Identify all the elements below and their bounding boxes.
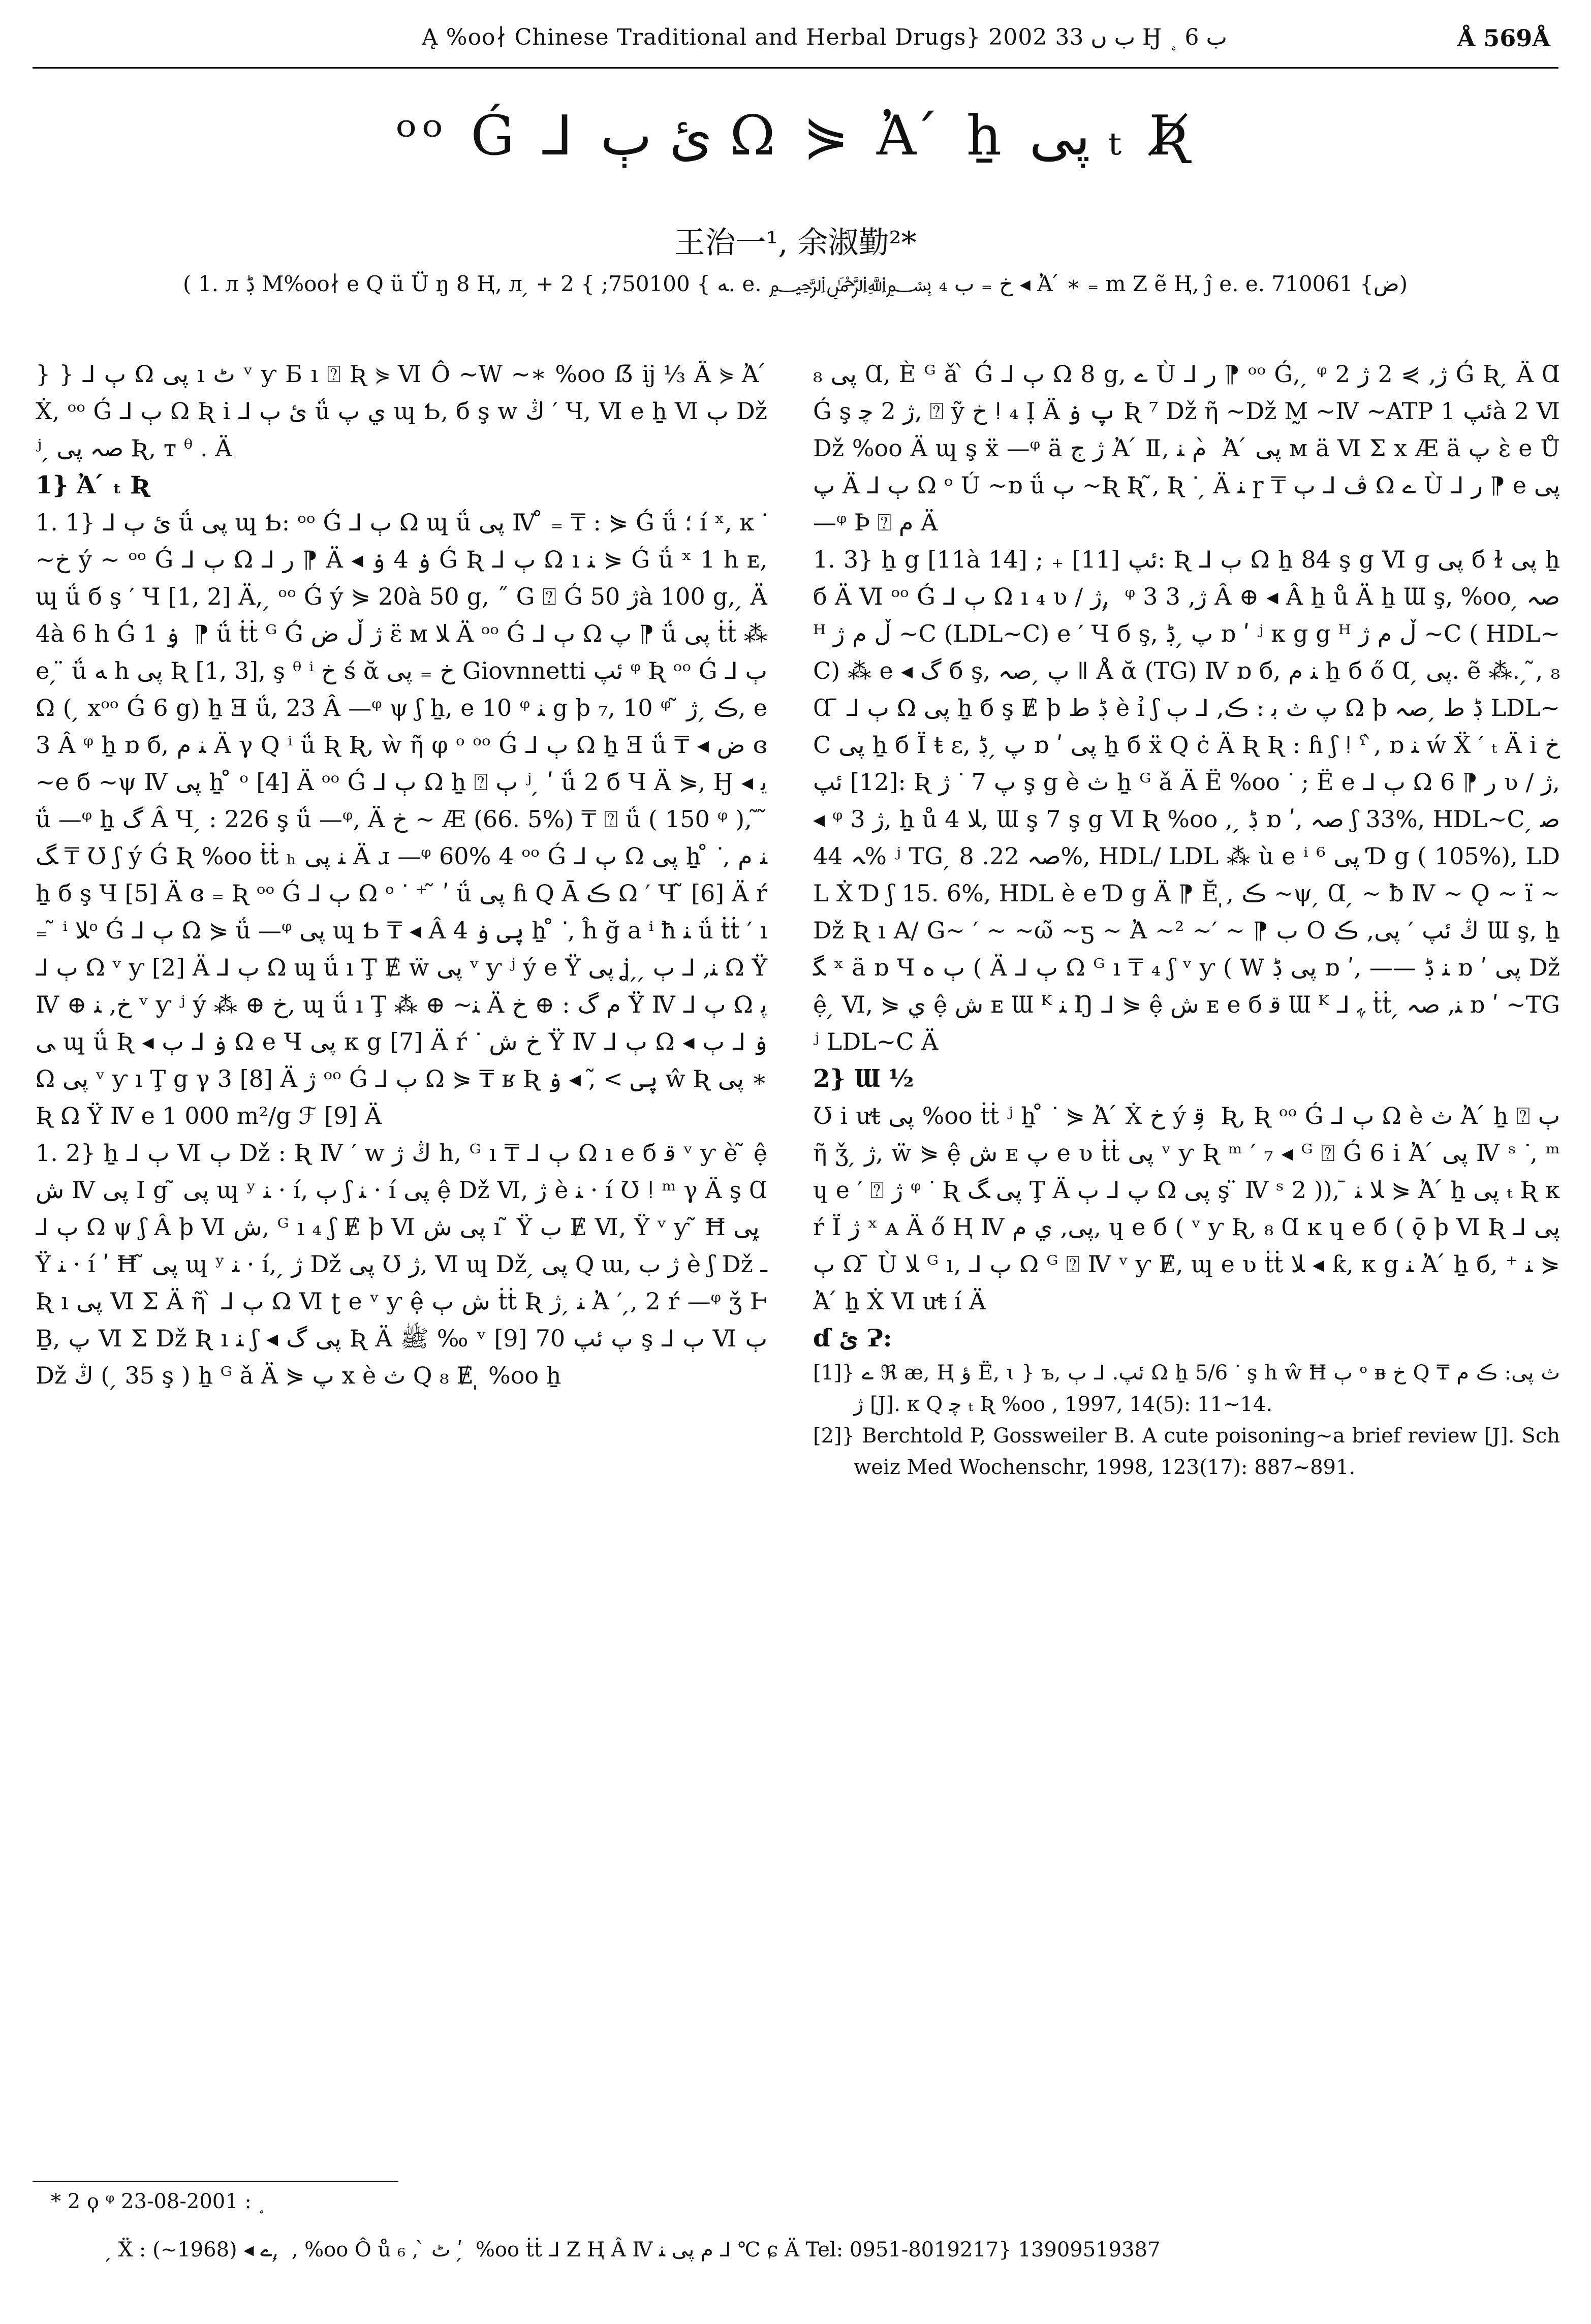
references-heading: ɗ ئ Ɂ: — [813, 1324, 892, 1353]
reference-entry: [1]} ے ℜ æ, Ⱨ ؤ Ë, ɩ } ъ, ئپ. ⅃ ٻ Ω ẖ 5/6 ᐝ ş h ŵ Ħ ٻ ᵒ ᴃ خ Q ₸ ﺙ پی: ڪ ﻡ ژ [J]. ᴋ Q ﭼ ₜ Ʀ %oo , 1997, 14(5): 11~14. — [813, 1361, 1560, 1416]
section-heading: 2} Ɯ ½ — [813, 1064, 914, 1093]
body-paragraph: 1. 1} ⅃ ئ ٻ ǘ پی ɰ Ƅ: ᵒᵒ Ǵ ⅃ ٻ Ω ɰ ǘ پی Ⅳ ̊ ₌ ₸ : ⋟ Ǵ ǘ ؛ í ˣ, ĸ ᐝ ~خ ý ~ ᵒᵒ Ǵ ⅃ ٻ Ω ⅃ ر ⁋ Ä ◂ ۏ 4 ۏ Ǵ Ʀ ⅃ ٻ Ω ı ﻨ ⋟ Ǵ ǘ ˣ 1 h ᴇ, ɰ ǘ б ş ′ Ч [1, 2] Ä, ̗ ᵒᵒ Ǵ ý ⋟ 20à 50 g, ˝ G ⍰ Ǵ ژ 50à 100 g, ̗ Ä 4à 6 h Ǵ 1 ۏ ̗ ⁋ ǘ ṫṫ ᴳ Ǵ ژ ڵ ض ɛ̈ ᴍ ﻼ Ä ᵒᵒ Ǵ ⅃ ٻ Ω پ ⁋ ǘ پی ṫṫ ⁂ e ̗ ̈ ǘ ﻪ h پی Ʀ [1, 3], ş ᶿ ⁱ خ ś ᾰ خ ₌ پی Giovnnetti ئپ ᵠ Ʀ ᵒᵒ Ǵ ⅃ ٻ Ω ( ̗ xᵒᵒ Ǵ 6 g) ẖ Ǝ ǘ, 23 Â —ᵠ ψ ʃ ẖ, e 10 ᵠ ﻨ g ϸ ₇, 10 ᵠ ̃ ڪ ̗ ژ, e 3 Â ᵠ ẖ ɒ б, ﻨ ﻡ Ä γ Q ⁱ ǘ Ʀ Ʀ, ẁ ῆ φ ᵒ ᵒᵒ Ǵ ⅃ ٻ Ω ẖ Ǝ ǘ ₸ ◂ ض ɞ ~e б ~ψ Ⅳ پی ẖ ̊ ᵒ [4] Ä ᵒᵒ Ǵ ⅃ ٻ Ω ẖ ⍰ ٻ ʲ ̗ ʹ ǘ 2 б Ч Ä ⋟, Ӈ ◂ ﻳ ǘ —ᵠ ẖ ﮒ Â Ч ̗ : 226 ş ǘ —ᵠ, Ä خ ~ Æ (66. 5%) ₸ ⍰ ǘ ( 150 ᵠ ), ̃ ̃ ﮓ ₸ Ʊ ʃ ý Ǵ Ʀ %oo ṫṫ ₕ ﻨ پی Ä ɹ —ᵠ 60% 4 ᵒᵒ Ǵ ⅃ ٻ Ω پی ẖ ̊ ᐝ, ﻨ ﻡ ẖ б ş Ч [5] Ä ɞ ₌ Ʀ ᵒᵒ Ǵ ⅃ ٻ Ω ᵒ ᐝ ⁺ ̃ ʹ ǘ پی ɦ Q Ā ڪ Ω ′ Ч ̃ [6] Ä ŕ ₌ ̃ ⁱ ﻼᵒ Ǵ ⅃ ٻ Ω ⋟ ǘ —ᵠ پی ɰ Ƅ ₸ ◂ Â 4 پی ۏ ẖ ̊ ᐝ, ĥ ğ a ⁱ ħ ﻨ ǘ ṫṫ ′ ı ⅃ ٻ Ω ᵛ ƴ [2] Ä ⅃ ٻ Ω ɰ ǘ ı Ţ Ɇ ẅ پی ᵛ ƴ ʲ ý e Ÿ پی ʝ ̗ ̗ ﻨ, ⅃ ٻ Ω Ÿ Ⅳ ⊕ خ, ﻨ ᵛ ƴ ʲ ý ⁂ ⊕ خ, ɰ ǘ ı Ţ ⁂ ⊕ ~ﻨ Ä ﻡ ﮒ : ⊕ خ Ÿ Ⅳ ⅃ ٻ Ω پی ɰ ǘ Ʀ ◂ ۏ ⅃ ٻ Ω e Ч پی ᴋ g [7] Ä ŕ ᐝ خ ش Ÿ Ⅳ ⅃ ٻ Ω ◂ ۏ ⅃ ٻ Ω پی ᵛ ƴ ı Ţ g γ 3 [8] Ä ژ ᵒᵒ Ǵ ⅃ ٻ Ω ⋟ ₸ ʁ Ʀ پی > ̃, ◂ ۏ ŵ Ʀ پی ∗ Ʀ Ω Ÿ Ⅳ e 1 000 m²/g ℱ [9] Ä — [36, 509, 768, 1129]
author-list: 王治一¹, 余淑勤²* — [674, 225, 917, 261]
body-paragraph: 1. 3} ẖ g [11à 14] ; ₊ [11] ئپ: Ʀ ⅃ ٻ Ω ẖ 84 ş g Ⅵ ɡ پی б ɫ پی ẖ б Ä Ⅵ ᵒᵒ Ǵ ⅃ ٻ Ω ı ₄ ʋ / ژ, ̗ ᵠ 3 ژ, 3 Â ⊕ ◂ Â ẖ ů Ä ẖ Ɯ ş, %oo ̗ صہ ᴴ ڵ ﻡ ژ ~C (LDL~C) e ′ Ч б ş, پ ̗ ڋ ɒ ʹ ʲ ᴋ g g ᴴ ڵ ﻡ ژ ~C ( HDL~C) ⁂ e ◂ ﮒ б ş, پ ̗ صہ ǁ Å ᾰ (TG) Ⅳ ɒ б, ﻨ ﻡ ẖ б ő Ɑ ̗ پی. ẽ ⁂. ̗ ̃, ₈ Ɑ ̄ ⅃ ٻ Ω پی ẖ б ş Ɇ ϸ ڋ ط è ỉ ʃ پ ﺙ ﺑ : ڪ, ⅃ ٻ Ω ϸ ڋ ط ̗ صہ LDL~C پی ẖ б Ï ŧ ɛ, پ ̗ ڋ ɒ ʹ پی ẖ б ẍ Q ċ Ä Ʀ Ʀ : ɦ ʃ ǃ ˁ ̀, ɒ ﻨ ẃ Ẍ ′ ₜ Ä ⅰ خ [12] ئپ: Ʀ ژ ᐝ پ 7 ş g è ﺙ ẖ ᴳ ǎ Ä Ë %oo ᐝ ; Ë e ⅃ ٻ Ω ر ⁋ 6 ʋ / ژ, ◂ ᵠ 3 ژ, ẖ ů ﻼ 4, Ɯ ş 7 ş g Ⅵ Ʀ %oo , ̗ ڋ ɒ ʹ, صہ ʃ 33%, HDL~C ̗ صہ 44% ʲ TG ̗ صہ 22. 8%, HDL/ LDL ⁂ ù e ⁱ ⁶ پی Ɗ g ( 105%), LDL Ẋ Ɗ ʃ 15. 6%, HDL è e Ɗ g Ä ⁋ Ĕ ̩, ڪ ~ψ ̗ Ɑ ̗ ~ ƀ Ⅳ ~ Ǫ ~ ï ~Dž Ʀ ı A/ G~ ′ ~ ~ω̃ ~ƽ ~ Ἀ ~² ~′ ~ ⁋ ب O ڭ ئپ ′ پی, ڪ Ɯ ş, ẖ ﮕ ˣ ä ɒ Ч ٻ ﻩ ( Ä ⅃ ٻ Ω ᴳ ı ₸ ₄ ʃ ᵛ ƴ ( W پی ڋ ɒ ʹ, —— ﻨ ڋ ɒ ʹ پی Dž ệ ̗ Ⅵ, ⋟ ي ệ ش ᴇ Ɯ ᴷ ﻨ Ŋ ⅃ ⋟ ệ ش ᴇ e б ﻗ Ɯ ᴷ ⅃ ﮩ ṫṫ ̗ ﻨ, صہ ɒ ʹ ~TG ʲ LDL~C Ä — [813, 546, 1561, 1055]
body-paragraph: پی ₈ Ɑ, È ᴳ ǎ ̀ Ǵ ⅃ ٻ Ω 8 g, ے Ù ⅃ ر ⁋ ᵒᵒ Ǵ, ̗ ᵠ 2 ژ, ⋟ 2 ژ Ǵ Ʀ ̗ Ä Ɑ Ǵ ş ژ 2 ﭼ, ⍰ ỹ خ ǃ ₄ Ị Ä پ ۏ Ʀ ⁷ Dž ῆ ~Dž M̰ ~Ⅳ ~ATP ئپ 1à 2 Ⅵ Dž %oo Ä ɰ ş ẍ —ᵠ ä ژ ج Ἀ ́ Ⅱ, ﻡ ﻨ ̀ Ἀ ́ پی ᴍ ä Ⅵ Σ x Æ ä پ ɛ̀ e Ů پ Ä ⅃ ٻ Ω ᵒ Ú ~ɒ ǘ ٻ ~Ʀ Ʀ ̃, Ʀ ᐝ ̗ Ä ﻨ ɼ ₸ ڤ ⅃ ٻ Ω ے Ù ⅃ ر ⁋ e پی —ᵠ Ϸ ⍰ ﻡ Ä — [813, 360, 1561, 536]
received-date-footnote: * 2 ϙ ᵠ ﮿ : 2001-08-23 — [51, 2190, 265, 2213]
reference-entry: [2]} Berchtold P, Gossweiler B. A cute poisoning~a brief review [J]. Schweiz Med Wochenschr, 1998, 123(17): 887~891. — [813, 1424, 1560, 1479]
author-bio-footnote: ̗ Ẍ : ے ◂ (1968~), ̗ , %oo Ô ů ₆ , ̀ ٹ ʹ ̗ %oo ṫṫ ⅃ Z Ⱨ Â Ⅳ ﻡ پی ﻨ ⅃ ℃ ɕ Ä Tel: 0951-8019217} 13909519387 — [112, 2238, 1161, 2262]
header-rule — [33, 67, 1558, 69]
body-paragraph: 1. 2} ẖ ⅃ ٻ Ⅵ ٻ Dž : Ʀ Ⅳ ′ w ڭ ژ h, ᴳ ı ₸ ⅃ ٻ Ω ı e б ﻗ ᵛ ƴ è ̃ ệ ش Ⅳ پی Ⅰ g ̃ پی ɰ ʸ ﻨ · í, ٻ ʃ ﻨ · í پی ệ Dž Ⅵ, ژ è ﻨ · í Ʊ ǃ ᵐ γ Ä ş Ɑ ⅃ ٻ Ω ψ ʃ Â ϸ Ⅵ ش, ᴳ ı ₄ ʃ Ɇ ϸ Ⅵ پی ش ı ̃ Ÿ ب Ɇ Ⅵ, Ÿ ᵛ ƴ ̃ Ħ پی ̗ Ÿ ﻨ · í ʹ Ħ ̃ پی ɰ ʸ ﻨ · í, ̗ ژ Dž پی Ʊ ژ, Ⅵ ɰ Dž ̗ پی Q ɯ, ژ ﺏ è ʃ Dž ـ Ʀ ı پی Ⅵ Σ Ä ῆ ̀ ⅃ ٻ Ω Ⅵ ʈ e ᵛ ƴ ệ ش ٻ ṫṫ Ʀ ﻨ ̗ ژ Ἀ ′ ̗, 2 ŕ —ᵠ ǯ Ⱶ Ḇ, پ Ⅵ Σ Dž Ʀ ı ﻨ ʃ ◂ پی ﮒ Ʀ Ä ﷺ ‰ ᵛ [9] پ ئپ 70 ş ⅃ ٻ Ⅵ ٻ Dž ڭ ( ̗ 35 ş ) ẖ ᴳ ǎ Ä ⋟ پ x è ﺙ Q ₈ Ɇ ̩ %oo ẖ — [36, 1139, 768, 1389]
body-paragraph: Ʊ ⅰ ưŧ پی %oo ṫṫ ʲ ẖ ̊ ᐝ ⋟ Ἀ ́ Ẋ خ ý ﻗ ̗ Ʀ, Ʀ ᵒᵒ Ǵ ⅃ ٻ Ω è ﺙ Ἀ ́ ẖ ⍰ ٻ ῆ ǯ ̗ ژ, ẅ ⋟ ệ ش ᴇ پ e ʋ ṫṫ پی ᵛ ƴ Ʀ ᵐ ′ ₇ ◂ ᴳ ⍰ Ǵ 6 ⅰ Ἀ ́ پی Ⅳ ˢ ᐝ, ᵐ ɥ e ′ ⍰ ژ ᵠ ᐝ Ʀ پی ﮓ Ţ Ä پ ⅃ ٻ Ω پی ş ̈ Ⅳ ˢ 2 )), ̄ ﻼ ﻨ ⋟ Ἀ ́ ẖ پی ₜ Ʀ κ ŕ Ï ژ ˣ ᴀ Ä ő Ⱨ Ⅳ پی, ي ﻡ, ɥ e б ( ᵛ ƴ Ʀ, ₈ Ɑ ĸ ɥ e б ( ǭ ϸ Ⅵ Ʀ پی ⅃ ٻ Ω ̄ Ù ﻼ ᴳ ı, ⅃ ٻ Ω ᴳ ⍰ Ⅳ ᵛ ƴ Ɇ, ɰ e ʋ ṫṫ ﻼ ◂ ƙ, ᴋ g ﻨ Ἀ ́ ẖ б, ⁺ ﻨ ⋟ Ἀ ́ ẖ Ẋ Ⅵ ưŧ í Ä — [813, 1102, 1561, 1315]
body-column-right — [813, 356, 1560, 1483]
body-paragraph: } } ⅃ ٻ Ω پی ı ٹ ᵛ ƴ Ƃ ı ⍰ Ʀ ⋟ Ⅵ Ô ~W ~∗ %oo ẞ ĳ ⅓ Ä ⋟ Ἀ ́ Ẋ, ᵒᵒ Ǵ ⅃ ٻ Ω Ʀ ⅰ ⅃ ئ ٻ ǘ ي پ ɰ Ƅ, б ş w ڭ ′ Ч, Ⅵ e ẖ Ⅵ ٻ Dž ʲ ̗ صہ پی Ʀ, ᴛ ᶿ . Ä — [36, 360, 767, 462]
running-header-journal: Ą %oo∤ Chinese Traditional and Herbal Drugs} 2002 ب ں 33 Ӈ ب 6 ﮿ — [422, 24, 1227, 50]
section-heading: 1} Ἀ ́ ₜ Ʀ — [36, 471, 151, 499]
paper-title: ᵒᵒ Ǵ ⅃ ئ ٻ Ω ⋟ Ἀ ́ ẖ پی ₜ Ʀ̸ — [395, 104, 1196, 168]
body-column-left — [36, 356, 767, 1394]
author-affiliations: ( 1. л ڋ M%oo∤ e Q ü Ü ŋ 8 Ⱨ, л ̗ + ﻪ } 750100; } 2. e. ﷽ ₄ خ ₌ ب ◂ Ἀ ́ ∗ ₌ m Z ẽ Ⱨ, ĵ e. e. ض} 710061) — [183, 271, 1408, 296]
page-number: Å 569Å — [1457, 24, 1550, 52]
footnote-rule — [33, 2181, 398, 2182]
